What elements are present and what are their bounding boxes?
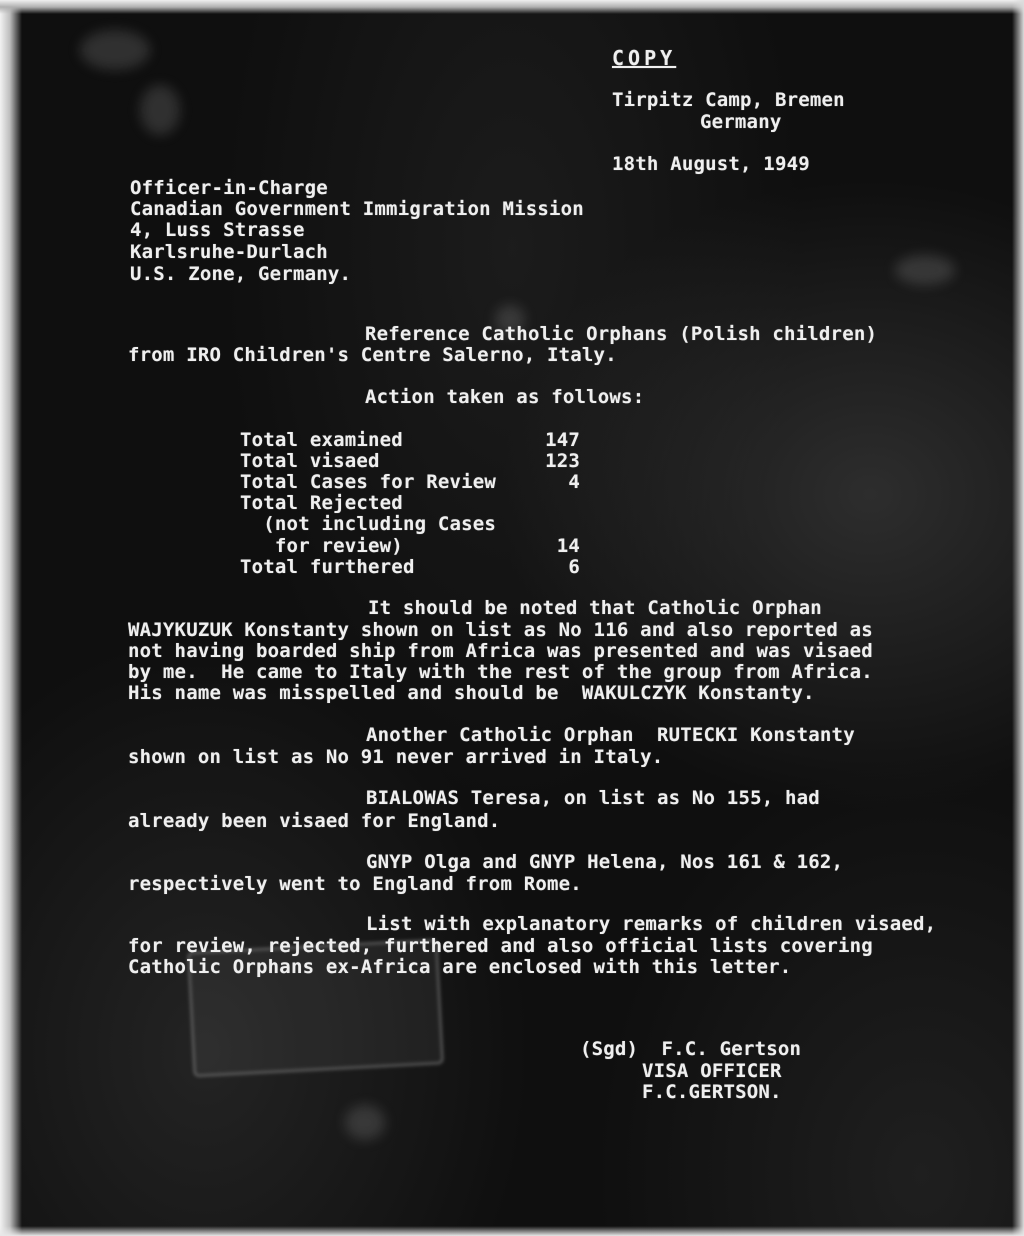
place-line-1: Tirpitz Camp, Bremen <box>612 89 845 111</box>
paragraph-line: Catholic Orphans ex-Africa are enclosed with this letter. <box>128 956 792 978</box>
action-value: 6 <box>568 556 580 578</box>
place-line-2: Germany <box>700 111 782 133</box>
action-label: Total visaed <box>240 450 380 472</box>
addressee-line: 4, Luss Strasse <box>130 219 305 241</box>
action-value: 147 <box>545 429 580 451</box>
action-label: (not including Cases <box>240 513 497 535</box>
signature-name: F.C.GERTSON. <box>642 1081 782 1103</box>
paper-edge-top <box>0 0 1024 14</box>
action-value: 123 <box>545 450 580 472</box>
reference-line-2: from IRO Children's Centre Salerno, Italy. <box>128 344 617 366</box>
paragraph-line: List with explanatory remarks of children visaed, <box>366 913 937 935</box>
action-value: 14 <box>556 535 580 557</box>
signature-line: (Sgd) F.C. Gertson <box>580 1038 802 1060</box>
paper-edge-right <box>1012 0 1024 1236</box>
paper-edge-left <box>0 0 22 1236</box>
copy-heading: COPY <box>612 46 677 70</box>
paragraph-line: for review, rejected, furthered and also official lists covering <box>128 935 873 957</box>
action-label: Total Cases for Review <box>240 471 497 493</box>
scan-smudge <box>80 30 150 70</box>
paragraph-line: by me. He came to Italy with the rest of the group from Africa. <box>128 661 873 683</box>
addressee-line: Officer-in-Charge <box>130 177 328 199</box>
action-value: 4 <box>568 471 580 493</box>
scan-smudge <box>140 85 180 135</box>
reference-line-1: Reference Catholic Orphans (Polish children) <box>365 323 878 345</box>
paragraph-line: already been visaed for England. <box>128 810 501 832</box>
action-label: Total examined <box>240 429 403 451</box>
scan-smudge <box>345 1105 385 1140</box>
paragraph-line: GNYP Olga and GNYP Helena, Nos 161 & 162, <box>366 851 844 873</box>
addressee-line: Canadian Government Immigration Mission <box>130 198 584 220</box>
action-label: Total furthered <box>240 556 415 578</box>
letter-date: 18th August, 1949 <box>612 153 810 175</box>
paragraph-line: WAJYKUZUK Konstanty shown on list as No 116 and also reported as <box>128 619 873 641</box>
addressee-line: U.S. Zone, Germany. <box>130 263 352 285</box>
paragraph-line: shown on list as No 91 never arrived in Italy. <box>128 746 664 768</box>
paragraph-line: His name was misspelled and should be WAKULCZYK Konstanty. <box>128 682 815 704</box>
paragraph-line: respectively went to England from Rome. <box>128 873 582 895</box>
paragraph-line: BIALOWAS Teresa, on list as No 155, had <box>366 787 820 809</box>
paper-edge-bottom <box>0 1226 1024 1236</box>
scan-smudge <box>895 255 955 285</box>
action-label: for review) <box>240 535 403 557</box>
paragraph-line: Another Catholic Orphan RUTECKI Konstanty <box>366 724 855 746</box>
action-label: Total Rejected <box>240 492 403 514</box>
addressee-line: Karlsruhe-Durlach <box>130 241 328 263</box>
paragraph-line: It should be noted that Catholic Orphan <box>368 597 822 619</box>
action-intro: Action taken as follows: <box>365 386 645 408</box>
paragraph-line: not having boarded ship from Africa was presented and was visaed <box>128 640 873 662</box>
signature-title: VISA OFFICER <box>642 1060 782 1082</box>
